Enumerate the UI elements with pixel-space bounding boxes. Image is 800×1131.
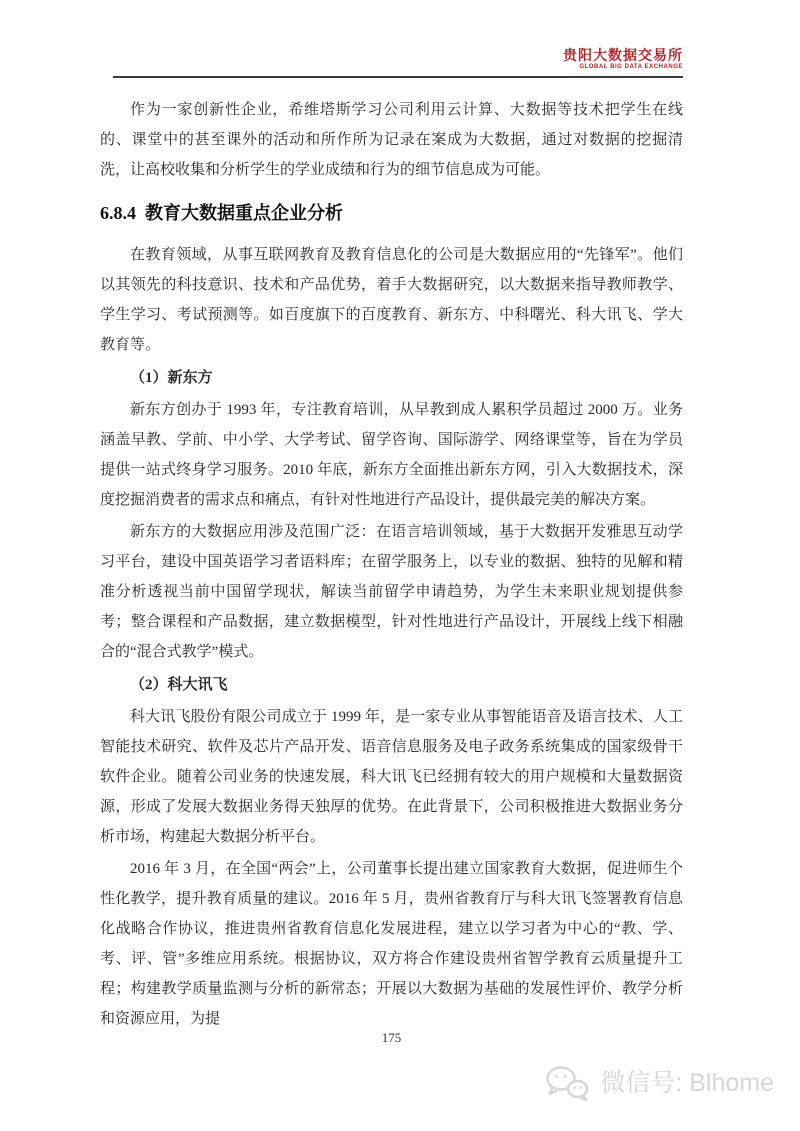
- company-subheading-iflytek: （2）科大讯飞: [130, 677, 228, 693]
- brand-name-en: GLOBAL BIG DATA EXCHANGE: [579, 64, 683, 70]
- company-subheading-xindongfang: （1）新东方: [130, 370, 213, 386]
- wechat-icon: [544, 1064, 590, 1102]
- header-divider: [113, 76, 683, 78]
- section-heading: 6.8.4 教育大数据重点企业分析: [100, 203, 343, 223]
- body-paragraph: 新东方创办于 1993 年，专注教育培训，从早教到成人累积学员超过 2000 万。业务涵盖早教、学前、中小学、大学考试、留学咨询、国际游学、网络课堂等，旨在为学员提供一站式终身学习服务。2010 年底，新东方全面推出新东方网，引入大数据技术，深度挖掘消费者的需求点和痛点，有针对性地进行产品设计，提供最完美的解决方案。: [100, 402, 683, 508]
- page-number: 175: [381, 1030, 402, 1045]
- body-paragraph: 在教育领域，从事互联网教育及教育信息化的公司是大数据应用的“先锋军”。他们以其领先的科技意识、技术和产品优势，着手大数据研究，以大数据来指导教师教学、学生学习、考试预测等。如百度旗下的百度教育、新东方、中科曙光、科大讯飞、学大教育等。: [100, 247, 683, 353]
- body-paragraph: 科大讯飞股份有限公司成立于 1999 年，是一家专业从事智能语音及语言技术、人工智能技术研究、软件及芯片产品开发、语音信息服务及电子政务系统集成的国家级骨干软件企业。随着公司业务的快速发展，科大讯飞已经拥有较大的用户规模和大量数据资源，形成了发展大数据业务得天独厚的优势。在此背景下，公司积极推进大数据业务分析市场，构建起大数据分析平台。: [100, 709, 683, 845]
- brand-logo: [563, 48, 683, 70]
- body-paragraph: 新东方的大数据应用涉及范围广泛：在语言培训领域，基于大数据开发雅思互动学习平台，建设中国英语学习者语料库；在留学服务上，以专业的数据、独特的见解和精准分析透视当前中国留学现状，解读当前留学申请趋势，为学生未来职业规划提供参考；整合课程和产品数据，建立数据模型，针对性地进行产品设计，开展线上线下相融合的“混合式教学”模式。: [100, 524, 683, 660]
- watermark-text: 微信号: Blhome: [600, 1068, 774, 1097]
- watermark: [544, 1064, 774, 1102]
- body-paragraph: 作为一家创新性企业，希维塔斯学习公司利用云计算、大数据等技术把学生在线的、课堂中的甚至课外的活动和所作所为记录在案成为大数据，通过对数据的挖掘清洗，让高校收集和分析学生的学业成绩和行为的细节信息成为可能。: [100, 102, 683, 178]
- document-body: [100, 93, 683, 1036]
- brand-name-cn: 贵阳大数据交易所: [563, 47, 683, 63]
- body-paragraph: 2016 年 3 月，在全国“两会”上，公司董事长提出建立国家教育大数据，促进师生个性化教学，提升教育质量的建议。2016 年 5 月，贵州省教育厅与科大讯飞签署教育信息化战略合作协议，推进贵州省教育信息化发展进程，建立以学习者为中心的“教、学、考、评、管”多维应用系统。根据协议，双方将合作建设贵州省智学教育云质量提升工程；构建教学质量监测与分析的新常态；开展以大数据为基础的发展性评价、教学分析和资源应用，为提: [100, 861, 683, 1027]
